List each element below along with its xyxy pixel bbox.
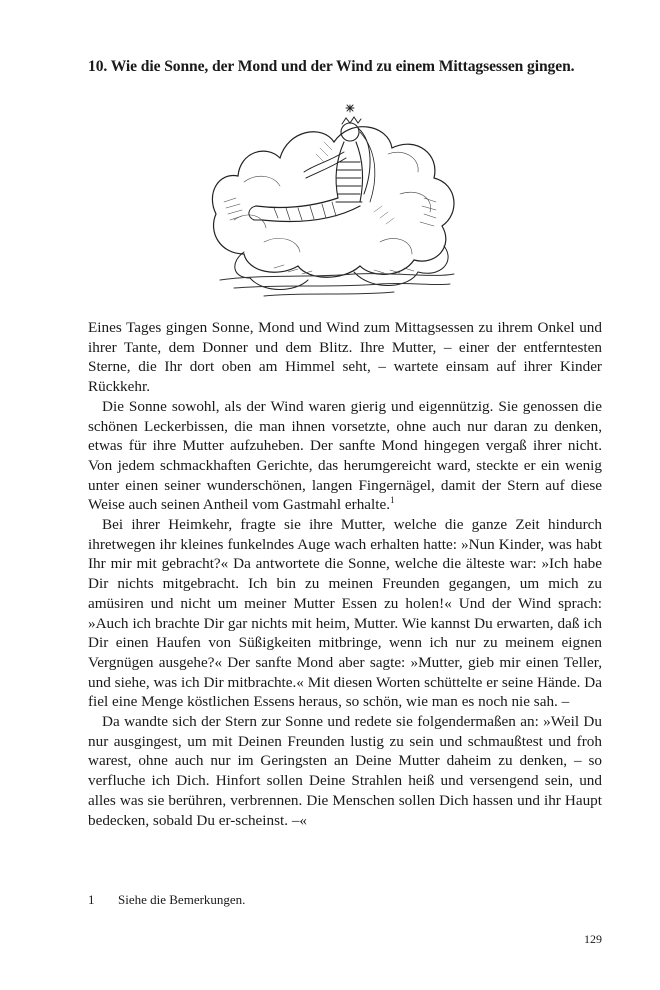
paragraph-text: Die Sonne sowohl, als der Wind waren gierig und eigennützig. Sie genossen die schönen Leckerbissen, die man ihnen vorsetzte, ohne auch nur daran zu denken, etwas für ihre Mutter aufzuheben. Der sanfte Mond hingegen vergaß ihrer nicht. Von jedem schmackhaften Gerichte, das herumgereicht ward, steckte er ein wenig unter einen seiner wunderschönen, langen Fingernägel, damit der Stern auf diese Weise auch seinen Antheil vom Gastmahl erhalte. bbox=[88, 397, 602, 514]
page-number: 129 bbox=[584, 932, 602, 946]
paragraph: Da wandte sich der Stern zur Sonne und redete sie folgendermaßen an: »Weil Du nur ausgingest, um mit Deinen Freunden lustig zu sein und schmaußtest und froh warest, ohne auch nur im Geringsten an Deine Mutter daheim zu denken, – so verfluche ich Dich. Hinfort sollen Deine Strahlen heiß und versengend sein, und alles was sie berühren, verbrennen. Die Menschen sollen Dich hassen und ihr Haupt bedecken, sobald Du er-scheinst. –« bbox=[88, 713, 602, 829]
story-text bbox=[88, 318, 602, 830]
footnote bbox=[88, 892, 245, 908]
footnote-number: 1 bbox=[88, 892, 95, 907]
footnote-reference: 1 bbox=[390, 495, 395, 506]
chapter-title: 10. Wie die Sonne, der Mond und der Wind zu einem Mittagsessen gingen. bbox=[88, 58, 575, 75]
footnote-text: Siehe die Bemerkungen. bbox=[118, 892, 246, 907]
paragraph bbox=[88, 397, 602, 515]
woman-on-cloud-engraving-icon bbox=[204, 102, 468, 302]
paragraph: Eines Tages gingen Sonne, Mond und Wind zum Mittagsessen zu ihrem Onkel und ihrer Tante, dem Donner und dem Blitz. Ihre Mutter, – einer der entferntesten Sterne, die Ihr dort oben am Himmel seht, – wartete einsam auf ihrer Kinder Rückkehr. bbox=[88, 319, 602, 396]
paragraph: Bei ihrer Heimkehr, fragte sie ihre Mutter, welche die ganze Zeit hindurch ihretwegen ihr kleines funkelndes Auge wach erhalten hatte: »Nun Kinder, was habt Ihr mir mit gebracht?« Da antwortete die Sonne, welche die älteste war: »Ich habe Dir nichts mitgebracht. Ich bin zu meinen Freunden gegangen, um mich zu amüsiren und nicht um meiner Mutter Essen zu holen!« Und der Wind sprach: »Auch ich brachte Dir gar nichts mit heim, Mutter. Wie kannst Du erwarten, daß ich Dir einen Haufen von Süßigkeiten mitbringe, wenn ich nur zu meinem eignen Vergnügen ausgehe?« Der sanfte Mond aber sagte: »Mutter, gieb mir einen Teller, und siehe, was ich Dir mitbrachte.« Mit diesen Worten schüttelte er seine Hände. Da fiel eine Menge köstlichen Essens heraus, so schön, wie man es noch nie sah. – bbox=[88, 516, 602, 711]
